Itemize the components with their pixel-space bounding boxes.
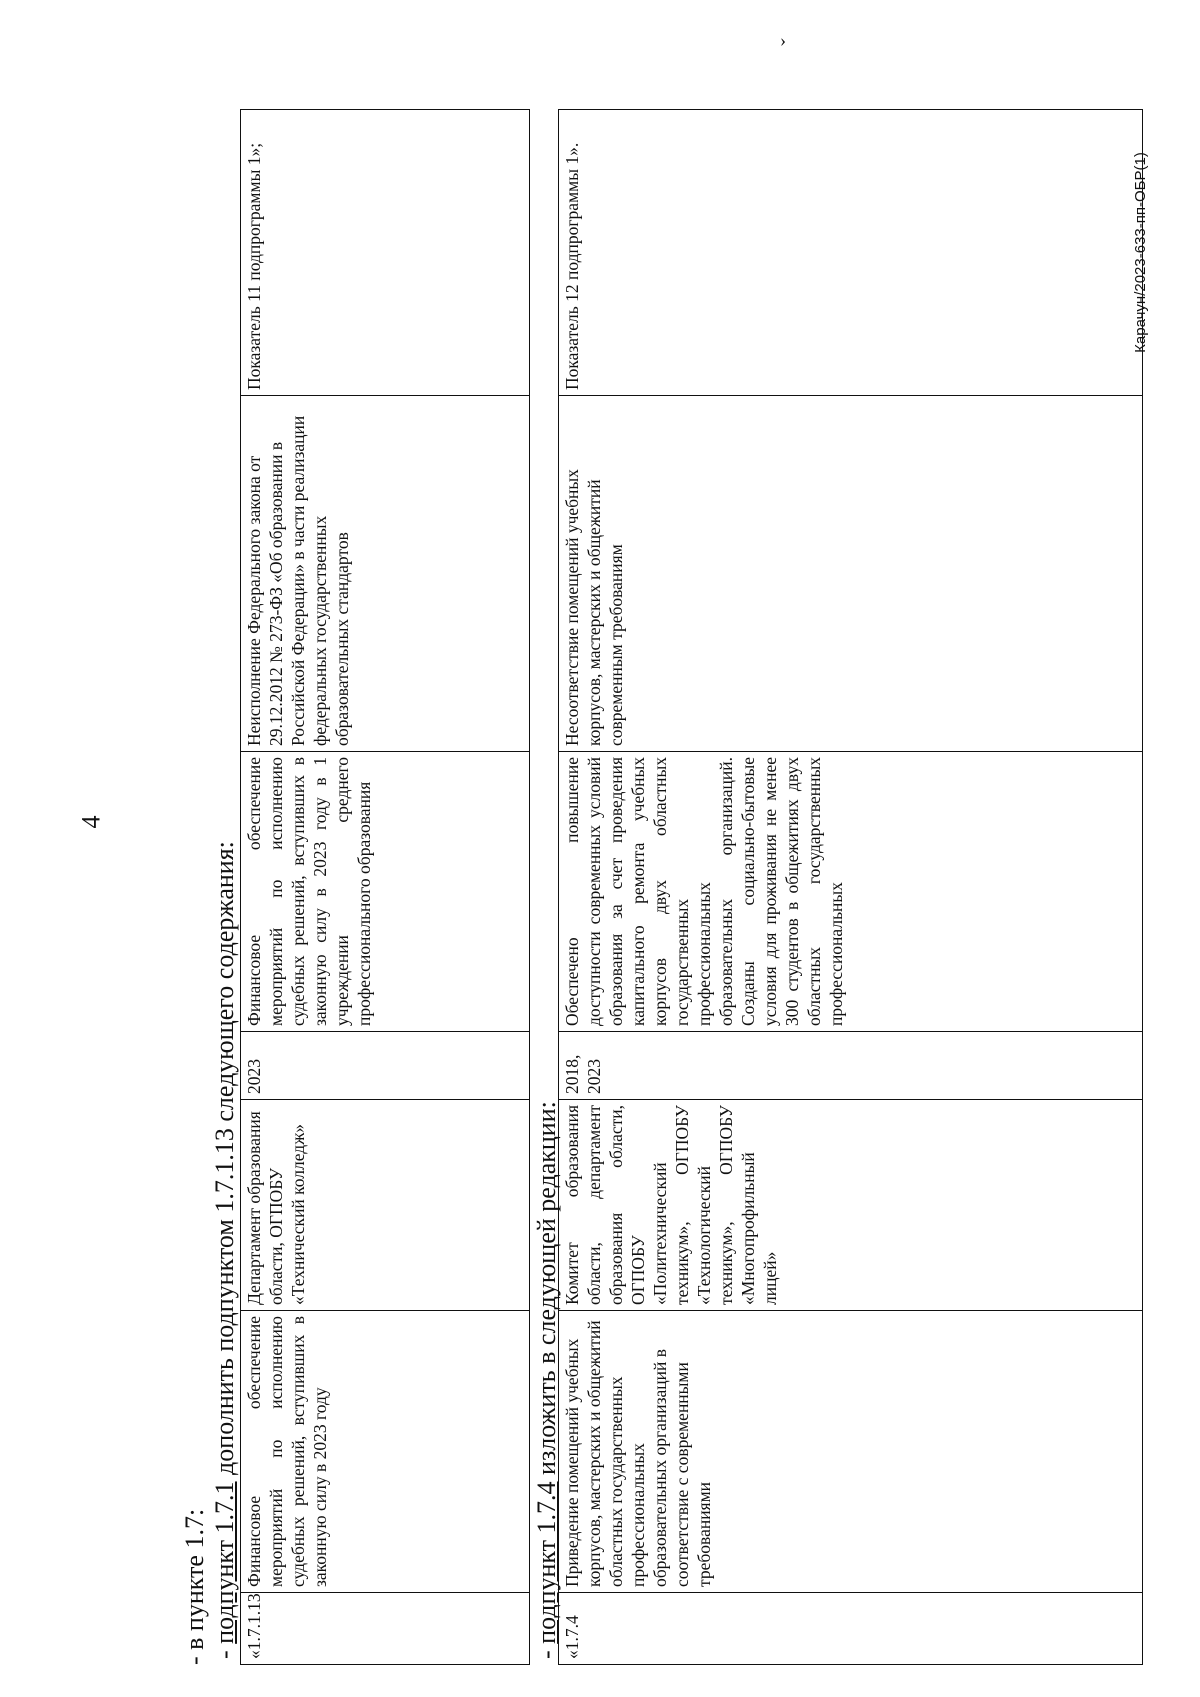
cell-executor: Комитет образования области, департамент образования области, ОГПОБУ «Политехнический техникум», ОГПОБУ «Технологический техникум», ОГПОБУ «Многопрофильный лицей»	[559, 1100, 1143, 1311]
heading-underlined-ref: подпункт 1.7.1	[210, 1481, 239, 1644]
heading-text: изложить в следующей редакции:	[532, 1101, 561, 1482]
heading-text: дополнить подпунктом 1.7.1.13 следующего содержания:	[210, 841, 239, 1482]
cell-year: 2023	[241, 1032, 530, 1100]
table-subitem-1-7-1-13	[240, 109, 530, 1665]
cell-consequence: Несоответствие помещений учебных корпусов, мастерских и общежитий современным требованиям	[559, 396, 1143, 752]
cell-number: «1.7.1.13	[241, 1593, 530, 1665]
heading-underlined-ref: подпункт 1.7.4	[532, 1481, 561, 1644]
table-subitem-1-7-4	[558, 109, 1143, 1665]
cell-year: 2018, 2023	[559, 1032, 1143, 1100]
page-number: 4	[76, 815, 106, 829]
cell-consequence: Неисполнение Федерального закона от 29.12.2012 № 273-ФЗ «Об образовании в Российской Федерации» в части реализации федеральных государственных образовательных стандартов	[241, 396, 530, 752]
cell-measure-name: Финансовое обеспечение мероприятий по исполнению судебных решений, вступивших в законную силу в 2023 году	[241, 1311, 530, 1593]
cell-indicator: Показатель 11 подпрограммы 1»;	[241, 110, 530, 396]
cell-expected-result: Финансовое обеспечение мероприятий по исполнению судебных решений, вступивших в законную силу в 2023 году в 1 учреждении среднего профессионального образования	[241, 752, 530, 1032]
cell-measure-name: Приведение помещений учебных корпусов, мастерских и общежитий областных государственных профессиональных образовательных организаций в соответствие с современными требованиями	[559, 1311, 1143, 1593]
cell-indicator: Показатель 12 подпрограммы 1».	[559, 110, 1143, 396]
heading-prefix: -	[210, 1643, 239, 1659]
cell-executor: Департамент образования области, ОГПОБУ «Технический колледж»	[241, 1100, 530, 1311]
cell-number: «1.7.4	[559, 1593, 1143, 1665]
margin-mark: ›	[780, 30, 786, 50]
rotated-content	[180, 65, 1200, 1665]
table-row	[241, 110, 530, 1665]
document-code: Карачун/2023-633-пп-ОБР(1)	[1131, 152, 1149, 353]
intro-line: - в пункте 1.7:	[180, 1508, 209, 1665]
heading-prefix: -	[532, 1643, 561, 1659]
heading-add-subitem	[210, 841, 240, 1659]
cell-expected-result: Обеспечено повышение доступности современных условий образования за счет проведения капитального ремонта учебных корпусов двух областных государственных профессиональных образовательных организаций. Созданы социально-бытовые условия для проживания не менее 300 студентов в общежитиях двух областных государственных профессиональных	[559, 752, 1143, 1032]
table-row	[559, 110, 1143, 1665]
